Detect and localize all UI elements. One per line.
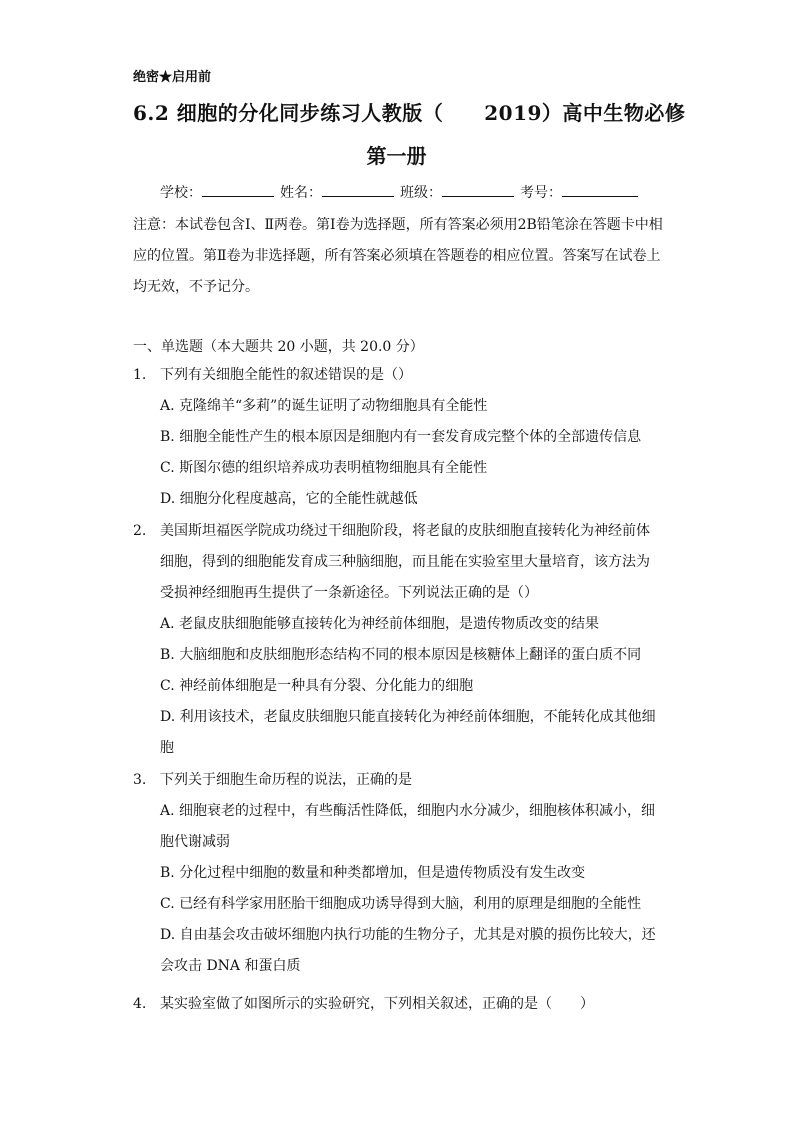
option-a: A. 老鼠皮肤细胞能够直接转化为神经前体细胞，是遗传物质改变的结果 <box>160 616 600 632</box>
exam-note: 注意：本试卷包含Ⅰ、Ⅱ两卷。第Ⅰ卷为选择题，所有答案必须用2B铅笔涂在答题卡中相应的位置。第Ⅱ卷为非选择题，所有答案必须填在答题卷的相应位置。答案写在试卷上均无效，不予记分。 <box>133 217 663 295</box>
student-info-row <box>160 182 644 202</box>
school-label: 学校： <box>160 185 202 201</box>
option-b: B. 分化过程中细胞的数量和种类都增加，但是遗传物质没有发生改变 <box>160 865 586 881</box>
option-d: D. 利用该技术，老鼠皮肤细胞只能直接转化为神经前体细胞，不能转化成其他细胞 <box>160 709 656 756</box>
option-d: D. 细胞分化程度越高，它的全能性就越低 <box>160 491 418 507</box>
name-label: 姓名： <box>280 185 322 201</box>
class-label: 班级： <box>400 185 442 201</box>
question-text: 美国斯坦福医学院成功绕过干细胞阶段，将老鼠的皮肤细胞直接转化为神经前体细胞，得到的细胞能发育成三种脑细胞，而且能在实验室里大量培育，该方法为受损神经细胞再生提供了一条新途径。下列说法正确的是（） <box>160 523 650 601</box>
question-text: 下列有关细胞全能性的叙述错误的是（） <box>160 367 412 383</box>
option-c: C. 斯图尔德的组织培养成功表明植物细胞具有全能性 <box>160 460 488 476</box>
question-number: 1. <box>133 367 147 383</box>
number-field[interactable] <box>562 182 638 197</box>
document-subtitle: 第一册 <box>366 144 427 168</box>
school-field[interactable] <box>202 182 274 197</box>
class-field[interactable] <box>442 182 514 197</box>
number-label: 考号： <box>520 185 562 201</box>
question-number: 2. <box>133 523 147 539</box>
question-number: 3. <box>133 772 147 788</box>
option-d: D. 自由基会攻击破坏细胞内执行功能的生物分子，尤其是对膜的损伤比较大，还会攻击 DNA 和蛋白质 <box>160 927 656 974</box>
option-a: A. 克隆绵羊“多莉”的诞生证明了动物细胞具有全能性 <box>160 398 488 414</box>
question-text: 下列关于细胞生命历程的说法，正确的是 <box>160 772 412 788</box>
option-a: A. 细胞衰老的过程中，有些酶活性降低，细胞内水分减少，细胞核体积减小，细胞代谢减弱 <box>160 803 656 850</box>
section-heading: 一、单选题（本大题共 20 小题，共 20.0 分） <box>133 339 424 355</box>
secret-label: 绝密★启用前 <box>133 70 212 85</box>
document-title: 6.2 细胞的分化同步练习人教版（ 2019）高中生物必修 <box>133 101 686 125</box>
question-number: 4. <box>133 996 147 1012</box>
option-b: B. 细胞全能性产生的根本原因是细胞内有一套发育成完整个体的全部遗传信息 <box>160 429 642 445</box>
option-b: B. 大脑细胞和皮肤细胞形态结构不同的根本原因是核糖体上翻译的蛋白质不同 <box>160 647 642 663</box>
name-field[interactable] <box>322 182 394 197</box>
option-c: C. 已经有科学家用胚胎干细胞成功诱导得到大脑，利用的原理是细胞的全能性 <box>160 896 642 912</box>
question-text: 某实验室做了如图所示的实验研究，下列相关叙述，正确的是（ ） <box>160 996 594 1012</box>
option-c: C. 神经前体细胞是一种具有分裂、分化能力的细胞 <box>160 678 474 694</box>
